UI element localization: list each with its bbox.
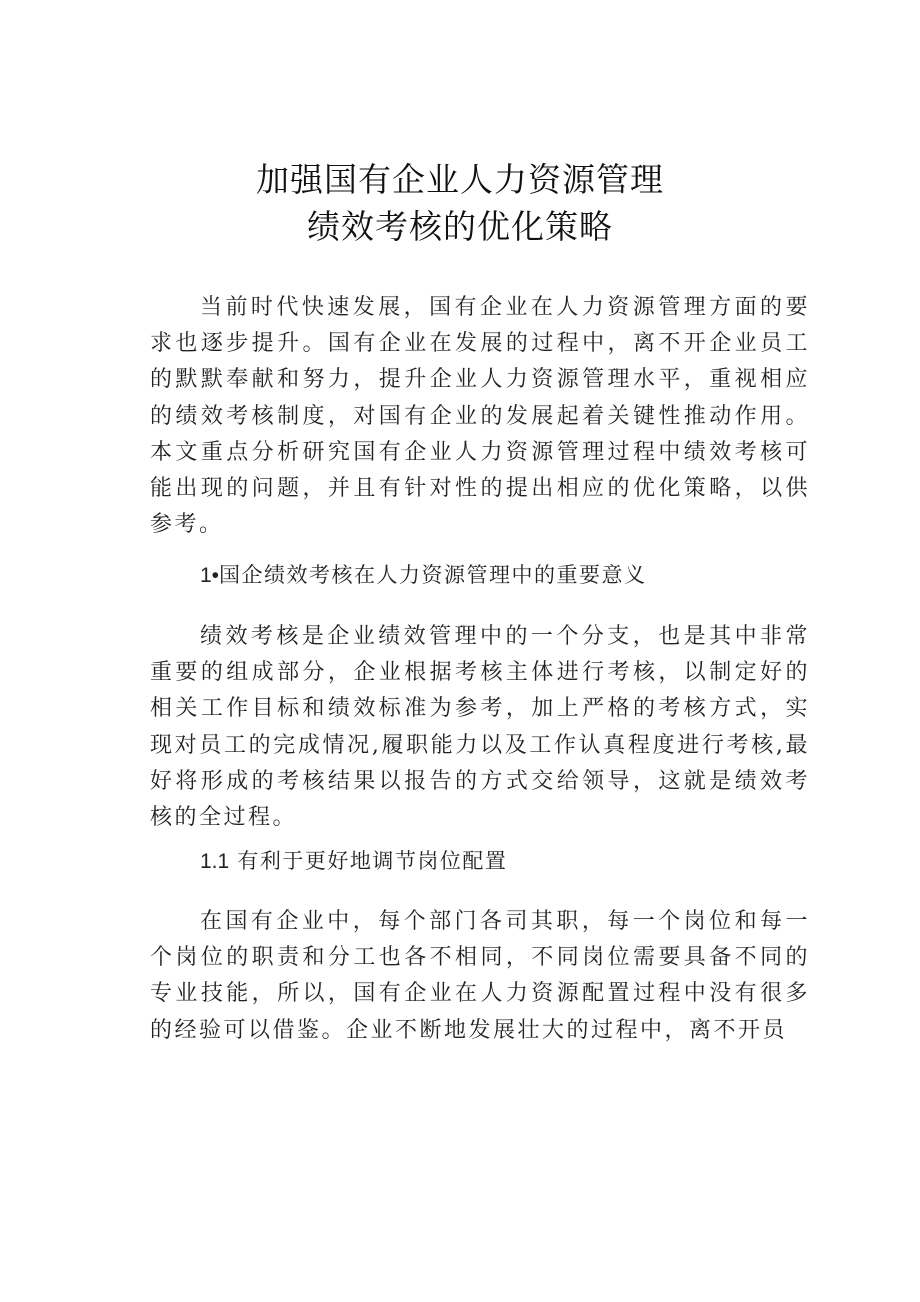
document-title-line-2: 绩效考核的优化策略 bbox=[307, 207, 613, 246]
section-1-1-heading-text: 有利于更好地调节岗位配置 bbox=[237, 849, 508, 873]
section-1-1-heading bbox=[200, 846, 810, 877]
section-1-number: 1• bbox=[200, 564, 220, 587]
section-1-1-paragraph: 在国有企业中，每个部门各司其职，每一个岗位和每一个岗位的职责和分工也各不相同，不同岗位需要具备不同的专业技能，所以，国有企业在人力资源配置过程中没有很多的经验可以借鉴。企业不断地发展壮大的过程中，离不开员 bbox=[150, 909, 810, 1043]
section-1-1-number: 1.1 bbox=[200, 850, 230, 873]
section-1-heading-text: 国企绩效考核在人力资源管理中的重要意义 bbox=[219, 563, 647, 587]
section-1-paragraph: 绩效考核是企业绩效管理中的一个分支，也是其中非常重要的组成部分，企业根据考核主体进行考核，以制定好的相关工作目标和绩效标准为参考，加上严格的考核方式，实现对员工的完成情况,履职能力以及工作认真程度进行考核,最好将形成的考核结果以报告的方式交给领导，这就是绩效考核的全过程。 bbox=[150, 624, 810, 831]
document-title-line-1: 加强国有企业人力资源管理 bbox=[256, 160, 664, 199]
section-1-heading bbox=[200, 560, 810, 591]
intro-paragraph: 当前时代快速发展，国有企业在人力资源管理方面的要求也逐步提升。国有企业在发展的过程中，离不开企业员工的默默奉献和努力，提升企业人力资源管理水平，重视相应的绩效考核制度，对国有企业的发展起着关键性推动作用。本文重点分析研究国有企业人力资源管理过程中绩效考核可能出现的问题，并且有针对性的提出相应的优化策略，以供参考。 bbox=[150, 295, 810, 538]
